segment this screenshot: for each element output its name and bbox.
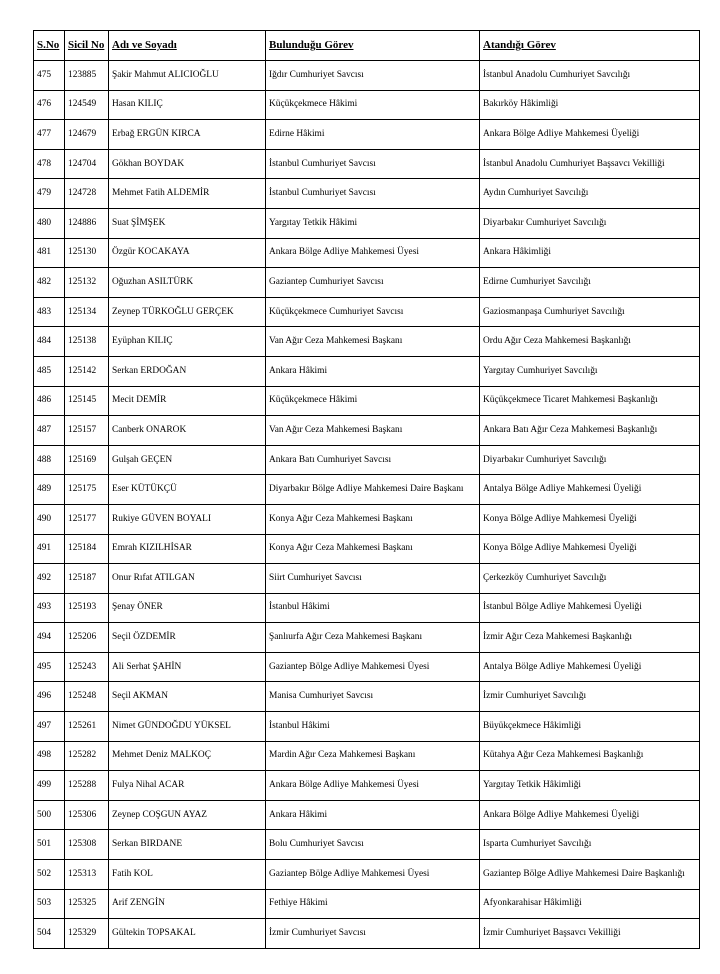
person-name-cell: Arif ZENGİN bbox=[109, 889, 266, 919]
row-number-cell: 486 bbox=[34, 386, 65, 416]
assigned-post-cell: İzmir Cumhuriyet Savcılığı bbox=[480, 682, 700, 712]
row-number-cell: 497 bbox=[34, 712, 65, 742]
assigned-post-cell: Diyarbakır Cumhuriyet Savcılığı bbox=[480, 445, 700, 475]
appointments-table bbox=[33, 30, 700, 949]
current-post-cell: Gaziantep Bölge Adliye Mahkemesi Üyesi bbox=[266, 860, 480, 890]
registry-number-cell: 124679 bbox=[65, 120, 109, 150]
registry-number-cell: 125157 bbox=[65, 416, 109, 446]
table-row bbox=[34, 179, 700, 209]
assigned-post-cell: Küçükçekmece Ticaret Mahkemesi Başkanlığı bbox=[480, 386, 700, 416]
row-number-cell: 500 bbox=[34, 800, 65, 830]
assigned-post-cell: Ordu Ağır Ceza Mahkemesi Başkanlığı bbox=[480, 327, 700, 357]
assigned-post-cell: Ankara Bölge Adliye Mahkemesi Üyeliği bbox=[480, 800, 700, 830]
table-row bbox=[34, 149, 700, 179]
table-row bbox=[34, 712, 700, 742]
row-number-cell: 504 bbox=[34, 919, 65, 949]
table-row bbox=[34, 860, 700, 890]
person-name-cell: Gulşah GEÇEN bbox=[109, 445, 266, 475]
row-number-cell: 496 bbox=[34, 682, 65, 712]
current-post-cell: Küçükçekmece Hâkimi bbox=[266, 90, 480, 120]
person-name-cell: Şenay ÖNER bbox=[109, 593, 266, 623]
row-number-cell: 477 bbox=[34, 120, 65, 150]
table-row bbox=[34, 593, 700, 623]
current-post-cell: İzmir Cumhuriyet Savcısı bbox=[266, 919, 480, 949]
header-current-post: Bulunduğu Görev bbox=[266, 31, 480, 61]
person-name-cell: Suat ŞİMŞEK bbox=[109, 208, 266, 238]
assigned-post-cell: Antalya Bölge Adliye Mahkemesi Üyeliği bbox=[480, 652, 700, 682]
person-name-cell: Fulya Nihal ACAR bbox=[109, 771, 266, 801]
header-sicil: Sicil No bbox=[65, 31, 109, 61]
registry-number-cell: 124886 bbox=[65, 208, 109, 238]
assigned-post-cell: Ankara Bölge Adliye Mahkemesi Üyeliği bbox=[480, 120, 700, 150]
person-name-cell: Rukiye GÜVEN BOYALI bbox=[109, 504, 266, 534]
current-post-cell: Konya Ağır Ceza Mahkemesi Başkanı bbox=[266, 534, 480, 564]
row-number-cell: 493 bbox=[34, 593, 65, 623]
assigned-post-cell: İzmir Ağır Ceza Mahkemesi Başkanlığı bbox=[480, 623, 700, 653]
row-number-cell: 482 bbox=[34, 268, 65, 298]
row-number-cell: 483 bbox=[34, 297, 65, 327]
row-number-cell: 475 bbox=[34, 61, 65, 91]
row-number-cell: 478 bbox=[34, 149, 65, 179]
registry-number-cell: 125145 bbox=[65, 386, 109, 416]
table-row bbox=[34, 90, 700, 120]
person-name-cell: Eser KÜTÜKÇÜ bbox=[109, 475, 266, 505]
registry-number-cell: 125325 bbox=[65, 889, 109, 919]
registry-number-cell: 125206 bbox=[65, 623, 109, 653]
registry-number-cell: 125132 bbox=[65, 268, 109, 298]
table-row bbox=[34, 504, 700, 534]
assigned-post-cell: İstanbul Anadolu Cumhuriyet Savcılığı bbox=[480, 61, 700, 91]
table-row bbox=[34, 386, 700, 416]
table-row bbox=[34, 623, 700, 653]
registry-number-cell: 125169 bbox=[65, 445, 109, 475]
assigned-post-cell: Ankara Batı Ağır Ceza Mahkemesi Başkanlığı bbox=[480, 416, 700, 446]
person-name-cell: Ali Serhat ŞAHİN bbox=[109, 652, 266, 682]
table-row bbox=[34, 682, 700, 712]
table-row bbox=[34, 120, 700, 150]
table-row bbox=[34, 564, 700, 594]
registry-number-cell: 125134 bbox=[65, 297, 109, 327]
table-row bbox=[34, 771, 700, 801]
current-post-cell: Konya Ağır Ceza Mahkemesi Başkanı bbox=[266, 504, 480, 534]
current-post-cell: Siirt Cumhuriyet Savcısı bbox=[266, 564, 480, 594]
assigned-post-cell: Kütahya Ağır Ceza Mahkemesi Başkanlığı bbox=[480, 741, 700, 771]
row-number-cell: 488 bbox=[34, 445, 65, 475]
row-number-cell: 495 bbox=[34, 652, 65, 682]
assigned-post-cell: Konya Bölge Adliye Mahkemesi Üyeliği bbox=[480, 504, 700, 534]
row-number-cell: 492 bbox=[34, 564, 65, 594]
current-post-cell: İstanbul Hâkimi bbox=[266, 712, 480, 742]
header-sno: S.No bbox=[34, 31, 65, 61]
row-number-cell: 481 bbox=[34, 238, 65, 268]
person-name-cell: Erbağ ERGÜN KIRCA bbox=[109, 120, 266, 150]
row-number-cell: 485 bbox=[34, 356, 65, 386]
current-post-cell: Mardin Ağır Ceza Mahkemesi Başkanı bbox=[266, 741, 480, 771]
current-post-cell: İstanbul Cumhuriyet Savcısı bbox=[266, 149, 480, 179]
current-post-cell: Ankara Bölge Adliye Mahkemesi Üyesi bbox=[266, 238, 480, 268]
table-row bbox=[34, 475, 700, 505]
table-row bbox=[34, 297, 700, 327]
person-name-cell: Serkan BIRDANE bbox=[109, 830, 266, 860]
person-name-cell: Serkan ERDOĞAN bbox=[109, 356, 266, 386]
registry-number-cell: 125282 bbox=[65, 741, 109, 771]
registry-number-cell: 125193 bbox=[65, 593, 109, 623]
registry-number-cell: 125248 bbox=[65, 682, 109, 712]
person-name-cell: Oğuzhan ASILTÜRK bbox=[109, 268, 266, 298]
header-assigned-post: Atandığı Görev bbox=[480, 31, 700, 61]
assigned-post-cell: Konya Bölge Adliye Mahkemesi Üyeliği bbox=[480, 534, 700, 564]
current-post-cell: Küçükçekmece Cumhuriyet Savcısı bbox=[266, 297, 480, 327]
table-row bbox=[34, 741, 700, 771]
table-row bbox=[34, 919, 700, 949]
person-name-cell: Eyüphan KILIÇ bbox=[109, 327, 266, 357]
person-name-cell: Mehmet Deniz MALKOÇ bbox=[109, 741, 266, 771]
assigned-post-cell: Yargıtay Cumhuriyet Savcılığı bbox=[480, 356, 700, 386]
current-post-cell: Van Ağır Ceza Mahkemesi Başkanı bbox=[266, 416, 480, 446]
registry-number-cell: 124549 bbox=[65, 90, 109, 120]
row-number-cell: 476 bbox=[34, 90, 65, 120]
current-post-cell: Gaziantep Bölge Adliye Mahkemesi Üyesi bbox=[266, 652, 480, 682]
row-number-cell: 502 bbox=[34, 860, 65, 890]
current-post-cell: Ankara Hâkimi bbox=[266, 356, 480, 386]
registry-number-cell: 125177 bbox=[65, 504, 109, 534]
current-post-cell: Şanlıurfa Ağır Ceza Mahkemesi Başkanı bbox=[266, 623, 480, 653]
row-number-cell: 503 bbox=[34, 889, 65, 919]
current-post-cell: Ankara Hâkimi bbox=[266, 800, 480, 830]
row-number-cell: 480 bbox=[34, 208, 65, 238]
assigned-post-cell: Isparta Cumhuriyet Savcılığı bbox=[480, 830, 700, 860]
assigned-post-cell: Aydın Cumhuriyet Savcılığı bbox=[480, 179, 700, 209]
person-name-cell: Hasan KILIÇ bbox=[109, 90, 266, 120]
table-row bbox=[34, 889, 700, 919]
current-post-cell: İstanbul Cumhuriyet Savcısı bbox=[266, 179, 480, 209]
person-name-cell: Emrah KIZILHİSAR bbox=[109, 534, 266, 564]
row-number-cell: 499 bbox=[34, 771, 65, 801]
person-name-cell: Zeynep COŞGUN AYAZ bbox=[109, 800, 266, 830]
registry-number-cell: 125187 bbox=[65, 564, 109, 594]
current-post-cell: Manisa Cumhuriyet Savcısı bbox=[266, 682, 480, 712]
assigned-post-cell: Yargıtay Tetkik Hâkimliği bbox=[480, 771, 700, 801]
table-row bbox=[34, 830, 700, 860]
person-name-cell: Canberk ONAROK bbox=[109, 416, 266, 446]
row-number-cell: 501 bbox=[34, 830, 65, 860]
assigned-post-cell: Bakırköy Hâkimliği bbox=[480, 90, 700, 120]
table-row bbox=[34, 356, 700, 386]
table-row bbox=[34, 327, 700, 357]
current-post-cell: Küçükçekmece Hâkimi bbox=[266, 386, 480, 416]
row-number-cell: 490 bbox=[34, 504, 65, 534]
registry-number-cell: 125306 bbox=[65, 800, 109, 830]
current-post-cell: Van Ağır Ceza Mahkemesi Başkanı bbox=[266, 327, 480, 357]
registry-number-cell: 125313 bbox=[65, 860, 109, 890]
row-number-cell: 479 bbox=[34, 179, 65, 209]
table-row bbox=[34, 445, 700, 475]
registry-number-cell: 125138 bbox=[65, 327, 109, 357]
assigned-post-cell: Afyonkarahisar Hâkimliği bbox=[480, 889, 700, 919]
current-post-cell: İstanbul Hâkimi bbox=[266, 593, 480, 623]
assigned-post-cell: Çerkezköy Cumhuriyet Savcılığı bbox=[480, 564, 700, 594]
person-name-cell: Nimet GÜNDOĞDU YÜKSEL bbox=[109, 712, 266, 742]
table-row bbox=[34, 208, 700, 238]
assigned-post-cell: Antalya Bölge Adliye Mahkemesi Üyeliği bbox=[480, 475, 700, 505]
header-row bbox=[34, 31, 700, 61]
current-post-cell: Yargıtay Tetkik Hâkimi bbox=[266, 208, 480, 238]
registry-number-cell: 125261 bbox=[65, 712, 109, 742]
assigned-post-cell: Diyarbakır Cumhuriyet Savcılığı bbox=[480, 208, 700, 238]
row-number-cell: 484 bbox=[34, 327, 65, 357]
person-name-cell: Seçil AKMAN bbox=[109, 682, 266, 712]
row-number-cell: 498 bbox=[34, 741, 65, 771]
registry-number-cell: 125243 bbox=[65, 652, 109, 682]
current-post-cell: Iğdır Cumhuriyet Savcısı bbox=[266, 61, 480, 91]
row-number-cell: 487 bbox=[34, 416, 65, 446]
current-post-cell: Gaziantep Cumhuriyet Savcısı bbox=[266, 268, 480, 298]
registry-number-cell: 125184 bbox=[65, 534, 109, 564]
registry-number-cell: 124704 bbox=[65, 149, 109, 179]
current-post-cell: Diyarbakır Bölge Adliye Mahkemesi Daire Başkanı bbox=[266, 475, 480, 505]
table-row bbox=[34, 416, 700, 446]
assigned-post-cell: Gaziosmanpaşa Cumhuriyet Savcılığı bbox=[480, 297, 700, 327]
registry-number-cell: 124728 bbox=[65, 179, 109, 209]
person-name-cell: Özgür KOCAKAYA bbox=[109, 238, 266, 268]
person-name-cell: Onur Rıfat ATILGAN bbox=[109, 564, 266, 594]
registry-number-cell: 125288 bbox=[65, 771, 109, 801]
current-post-cell: Bolu Cumhuriyet Savcısı bbox=[266, 830, 480, 860]
table-row bbox=[34, 238, 700, 268]
registry-number-cell: 125175 bbox=[65, 475, 109, 505]
person-name-cell: Mecit DEMİR bbox=[109, 386, 266, 416]
assigned-post-cell: İstanbul Bölge Adliye Mahkemesi Üyeliği bbox=[480, 593, 700, 623]
registry-number-cell: 125329 bbox=[65, 919, 109, 949]
assigned-post-cell: Ankara Hâkimliği bbox=[480, 238, 700, 268]
row-number-cell: 494 bbox=[34, 623, 65, 653]
current-post-cell: Ankara Batı Cumhuriyet Savcısı bbox=[266, 445, 480, 475]
header-name: Adı ve Soyadı bbox=[109, 31, 266, 61]
row-number-cell: 491 bbox=[34, 534, 65, 564]
current-post-cell: Fethiye Hâkimi bbox=[266, 889, 480, 919]
person-name-cell: Gökhan BOYDAK bbox=[109, 149, 266, 179]
current-post-cell: Ankara Bölge Adliye Mahkemesi Üyesi bbox=[266, 771, 480, 801]
table-row bbox=[34, 268, 700, 298]
registry-number-cell: 125130 bbox=[65, 238, 109, 268]
table-row bbox=[34, 652, 700, 682]
assigned-post-cell: İstanbul Anadolu Cumhuriyet Başsavcı Vekilliği bbox=[480, 149, 700, 179]
registry-number-cell: 125308 bbox=[65, 830, 109, 860]
assigned-post-cell: Büyükçekmece Hâkimliği bbox=[480, 712, 700, 742]
assigned-post-cell: Gaziantep Bölge Adliye Mahkemesi Daire Başkanlığı bbox=[480, 860, 700, 890]
person-name-cell: Gültekin TOPSAKAL bbox=[109, 919, 266, 949]
registry-number-cell: 123885 bbox=[65, 61, 109, 91]
table-row bbox=[34, 61, 700, 91]
person-name-cell: Şakir Mahmut ALICIOĞLU bbox=[109, 61, 266, 91]
current-post-cell: Edirne Hâkimi bbox=[266, 120, 480, 150]
assigned-post-cell: Edirne Cumhuriyet Savcılığı bbox=[480, 268, 700, 298]
table-row bbox=[34, 534, 700, 564]
person-name-cell: Fatih KOL bbox=[109, 860, 266, 890]
person-name-cell: Seçil ÖZDEMİR bbox=[109, 623, 266, 653]
row-number-cell: 489 bbox=[34, 475, 65, 505]
person-name-cell: Zeynep TÜRKOĞLU GERÇEK bbox=[109, 297, 266, 327]
assigned-post-cell: İzmir Cumhuriyet Başsavcı Vekilliği bbox=[480, 919, 700, 949]
registry-number-cell: 125142 bbox=[65, 356, 109, 386]
person-name-cell: Mehmet Fatih ALDEMİR bbox=[109, 179, 266, 209]
table-row bbox=[34, 800, 700, 830]
